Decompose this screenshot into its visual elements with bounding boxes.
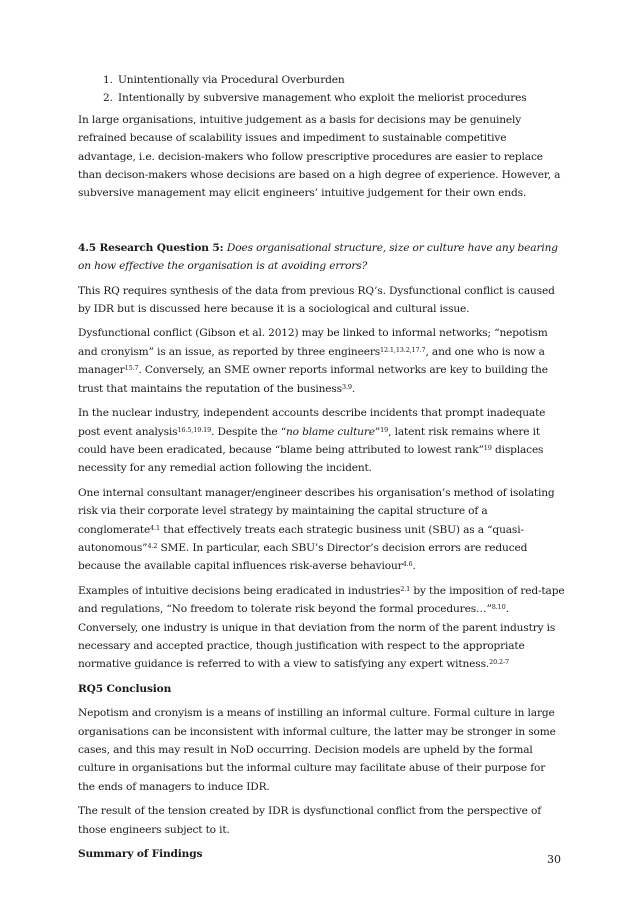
subheading-summary-of-findings: Summary of Findings xyxy=(78,848,203,861)
citation-ref: 20.2-7 xyxy=(489,658,509,667)
subheading-rq5-conclusion: RQ5 Conclusion xyxy=(78,682,172,695)
citation-ref: 4.2 xyxy=(147,541,158,550)
list-item: 1. Unintentionally via Procedural Overburden xyxy=(116,71,565,89)
list-item: 2. Intentionally by subversive management who exploit the meliorist procedures xyxy=(116,89,565,107)
citation-ref: 4.1 xyxy=(150,523,160,532)
numbered-list xyxy=(78,71,565,108)
page-number: 30 xyxy=(547,853,561,866)
paragraph-rq-synthesis: This RQ requires synthesis of the data from previous RQ’s. Dysfunctional conflict is caused by IDR but is discussed here because it is a sociological and cultural issue. xyxy=(78,284,555,316)
paragraph-tension-result: The result of the tension created by IDR is dysfunctional conflict from the perspective of those engineers subject to it. xyxy=(78,805,541,836)
section-heading-label: 4.5 Research Question 5: xyxy=(78,241,224,254)
page-body xyxy=(78,71,565,869)
citation-ref: 8.10 xyxy=(491,603,506,612)
citation-ref: 2.1 xyxy=(400,584,411,593)
paragraph-nuclear-industry: In the nuclear industry, independent accounts describe incidents that prompt inadequate post event analysis$^{16.5,19.19}$. Despite the “no blame culture”$^{19}$, latent risk remains where it could have been eradicated, because “blame being attributed to lowest rank”$^{19}$ displaces necessity for any remedial action following the incident. xyxy=(78,407,546,475)
citation-ref: 12.1,13.2,17.7 xyxy=(380,345,426,354)
section-heading-rq5 xyxy=(78,239,565,276)
emphasis-text: no blame culture xyxy=(285,425,375,438)
citation-ref: 19 xyxy=(380,425,389,434)
citation-ref: 16.5,19.19 xyxy=(177,425,212,434)
citation-ref: 15.7 xyxy=(124,364,139,373)
section-spacer xyxy=(78,209,565,239)
research-question-text: Does organisational structure, size or culture have any bearing on how effective the organisation is at avoiding errors? xyxy=(78,241,558,273)
citation-ref: 19 xyxy=(483,443,492,452)
citation-ref: 4.6 xyxy=(402,560,413,569)
paragraph-internal-consultant: One internal consultant manager/engineer describes his organisation’s method of isolating risk via their corporate level strategy by maintaining the capital structure of a conglomerate$^{4.1}$ that effectively treats each strategic business unit (SBU) as a “quasi-autonomous”$^{4.2}$ SME. In particular, each SBU’s Director’s decision errors are reduced because the available capital influences risk-averse behaviour$^{4.6}$. xyxy=(78,486,555,573)
paragraph-conclusion: Nepotism and cronyism is a means of instilling an informal culture. Formal culture in large organisations can be inconsistent with informal culture, the latter may be stronger in some cases, and this may result in NoD occurring. Decision models are upheld by the formal culture in organisations but the informal culture may facilitate abuse of their purpose for the ends of managers to induce IDR. xyxy=(78,707,556,793)
paragraph-intuitive-judgement: In large organisations, intuitive judgement as a basis for decisions may be genuinely refrained because of scalability issues and impediment to sustainable competitive advantage, i.e. decision-makers who follow prescriptive procedures are easier to replace than decison-makers whose decisions are based on a high degree of experience. However, a subversive management may elicit engineers’ intuitive judgement for their own ends. xyxy=(78,113,561,200)
paragraph-intuitive-decisions: Examples of intuitive decisions being eradicated in industries$^{2.1}$ by the imposition of red-tape and regulations, “No freedom to tolerate risk beyond the formal procedures…”$^{8.10}$. Conversely, one industry is unique in that deviation from the norm of the parent industry is necessary and accepted practice, though justification with respect to the appropriate normative guidance is referred to with a view to satisfying any expert witness.$^{20.2-7}$ xyxy=(78,584,565,671)
paragraph-dysfunctional-conflict: Dysfunctional conflict (Gibson et al. 2012) may be linked to informal networks; “nepotism and cronyism” is an issue, as reported by three engineers$^{12.1,13.2,17.7}$, and one who is now a manager$^{15.7}$. Conversely, an SME owner reports informal networks are key to building the trust that maintains the reputation of the business$^{3.9}$. xyxy=(78,327,548,395)
citation-ref: 3.9 xyxy=(341,382,352,391)
